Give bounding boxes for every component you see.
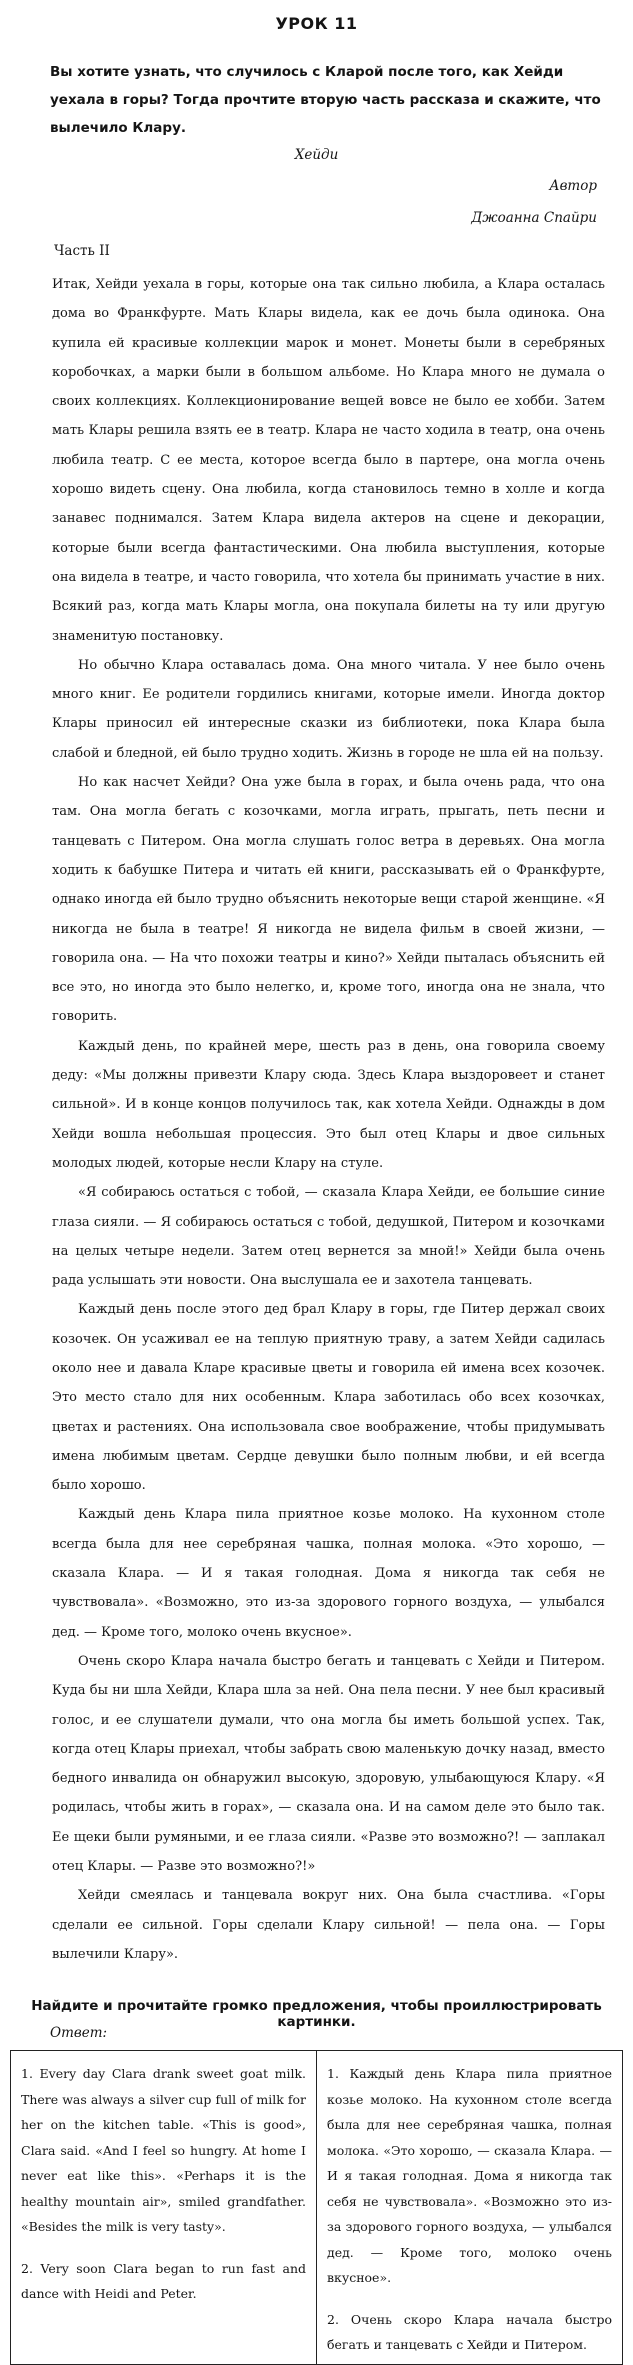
story-paragraph: Но обычно Клара оставалась дома. Она много читала. У нее было очень много книг. Ее родители гордились книгами, которые имели. Иногда доктор Клары приносил ей интересные сказки из библиотеки, пока Клара была слабой и бледной, ей было трудно ходить. Жизнь в городе не шла ей на пользу. xyxy=(52,657,605,761)
story-paragraph: Итак, Хейди уехала в горы, которые она так сильно любила, а Клара осталась дома во Франкфурте. Мать Клары видела, как ее дочь была одинока. Она купила ей красивые коллекции марок и монет. Монеты были в серебряных коробочках, а марки были в большом альбоме. Но Клара много не думала о своих коллекциях. Коллекционирование вещей вовсе не было ее хобби. Затем мать Клары решила взять ее в театр. Клара не часто ходила в театр, она очень любила театр. С ее места, которое всегда было в партере, она могла очень хорошо видеть сцену. Она любила, когда становилось темно в холле и когда занавес поднимался. Затем Клара видела актеров на сцене и декорации, которые были всегда фантастическими. Она любила выступления, которые она видела в театре, и часто говорила, что хотела бы принимать участие в них. Всякий раз, когда мать Клары могла, она покупала билеты на ту или другую знаменитую постановку. xyxy=(52,277,605,644)
lesson-title: УРОК 11 xyxy=(275,14,358,33)
answer-russian-cell xyxy=(317,2051,623,2365)
story-paragraph: Но как насчет Хейди? Она уже была в горах, и была очень рада, что она там. Она могла бегать с козочками, могла играть, прыгать, петь песни и танцевать с Питером. Она могла слушать голос ветра в деревьях. Она могла ходить к бабушке Питера и читать ей книги, рассказывать ей о Франкфурте, однако иногда ей было трудно объяснить некоторые вещи старой женщине. «Я никогда не была в театре! Я никогда не видела фильм в своей жизни, — говорила она. — На что похожи театры и кино?» Хейди пыталась объяснить ей все это, но иногда это было нелегко, и, кроме того, иногда она не знала, что говорить. xyxy=(52,775,605,1025)
answer-english-2: 2. Very soon Clara began to run fast and dance with Heidi and Peter. xyxy=(21,2260,306,2301)
answer-english-1: 1. Every day Clara drank sweet goat milk. There was always a silver cup full of milk for her on the kitchen table. «This is good», Clara said. «And I feel so hungry. At home I never eat like this». «Perhaps it is the healthy mountain air», smiled grandfather. «Besides the milk is very tasty». xyxy=(21,2066,306,2234)
answer-label: Ответ: xyxy=(50,2025,108,2041)
intro-question: Вы хотите узнать, что случилось с Кларой после того, как Хейди уехала в горы? Тогда прочтите вторую часть рассказа и скажите, что вылечило Клару. xyxy=(50,64,601,136)
story-paragraph: Каждый день, по крайней мере, шесть раз в день, она говорила своему деду: «Мы должны привезти Клару сюда. Здесь Клара выздоровеет и станет сильной». И в конце концов получилось так, как хотела Хейди. Однажды в дом Хейди вошла небольшая процессия. Это был отец Клары и двое сильных молодых людей, которые несли Клару на стуле. xyxy=(52,1038,605,1171)
author-label: Автор xyxy=(549,178,597,194)
story-text xyxy=(52,270,605,1969)
answer-russian-1: 1. Каждый день Клара пила приятное козье молоко. На кухонном столе всегда была для нее серебряная чашка, полная молока. «Это хорошо, — сказала Клара. — И я такая голодная. Дома я никогда так себя не чувствовала». «Возможно это из-за здорового горного воздуха, — улыбался дед. — Кроме того, молоко очень вкусное». xyxy=(327,2066,612,2285)
story-paragraph: Очень скоро Клара начала быстро бегать и танцевать с Хейди и Питером. Куда бы ни шла Хейди, Клара шла за ней. Она пела песни. У нее был красивый голос, и ее слушатели думали, что она могла бы иметь большой успех. Так, когда отец Клары приехал, чтобы забрать свою маленькую дочку назад, вместо бедного инвалида он обнаружил высокую, здоровую, улыбающуюся Клару. «Я родилась, чтобы жить в горах», — сказала она. И на самом деле это было так. Ее щеки были румяными, и ее глаза сияли. «Разве это возможно?! — заплакал отец Клары. — Разве это возможно?!» xyxy=(52,1653,605,1875)
story-paragraph: Каждый день Клара пила приятное козье молоко. На кухонном столе всегда была для нее серебряная чашка, полная молока. «Это хорошо, — сказала Клара. — И я такая голодная. Дома я никогда так себя не чувствовала». «Возможно, это из-за здорового горного воздуха, — улыбался дед. — Кроме того, молоко очень вкусное». xyxy=(52,1507,605,1640)
story-paragraph: Каждый день после этого дед брал Клару в горы, где Питер держал своих козочек. Он усаживал ее на теплую приятную траву, а затем Хейди садилась около нее и давала Кларе красивые цветы и говорила ей имена всех козочек. Это место стало для них особенным. Клара заботилась обо всех козочках, цветах и растениях. Она использовала свое воображение, чтобы придумывать имена любимым цветам. Сердце девушки было полным любви, и ей всегда было хорошо. xyxy=(52,1302,605,1494)
author-name: Джоанна Спайри xyxy=(471,210,597,226)
answer-row xyxy=(11,2051,623,2365)
story-paragraph: Хейди смеялась и танцевала вокруг них. Она была счастлива. «Горы сделали ее сильной. Горы сделали Клару сильной! — пела она. — Горы вылечили Клару». xyxy=(52,1888,605,1962)
task-instruction: Найдите и прочитайте громко предложения, чтобы проиллюстрировать картинки. xyxy=(31,1998,602,2030)
answer-english-cell xyxy=(11,2051,317,2365)
answer-table xyxy=(10,2050,623,2365)
part-label: Часть II xyxy=(54,243,110,259)
story-title: Хейди xyxy=(294,147,339,163)
story-paragraph: «Я собираюсь остаться с тобой, — сказала Клара Хейди, ее большие синие глаза сияли. — Я собираюсь остаться с тобой, дедушкой, Питером и козочками на целых четыре недели. Затем отец вернется за мной!» Хейди была очень рада услышать эти новости. Она выслушала ее и захотела танцевать. xyxy=(52,1185,605,1289)
answer-russian-2: 2. Очень скоро Клара начала быстро бегать и танцевать с Хейди и Питером. xyxy=(327,2311,612,2352)
